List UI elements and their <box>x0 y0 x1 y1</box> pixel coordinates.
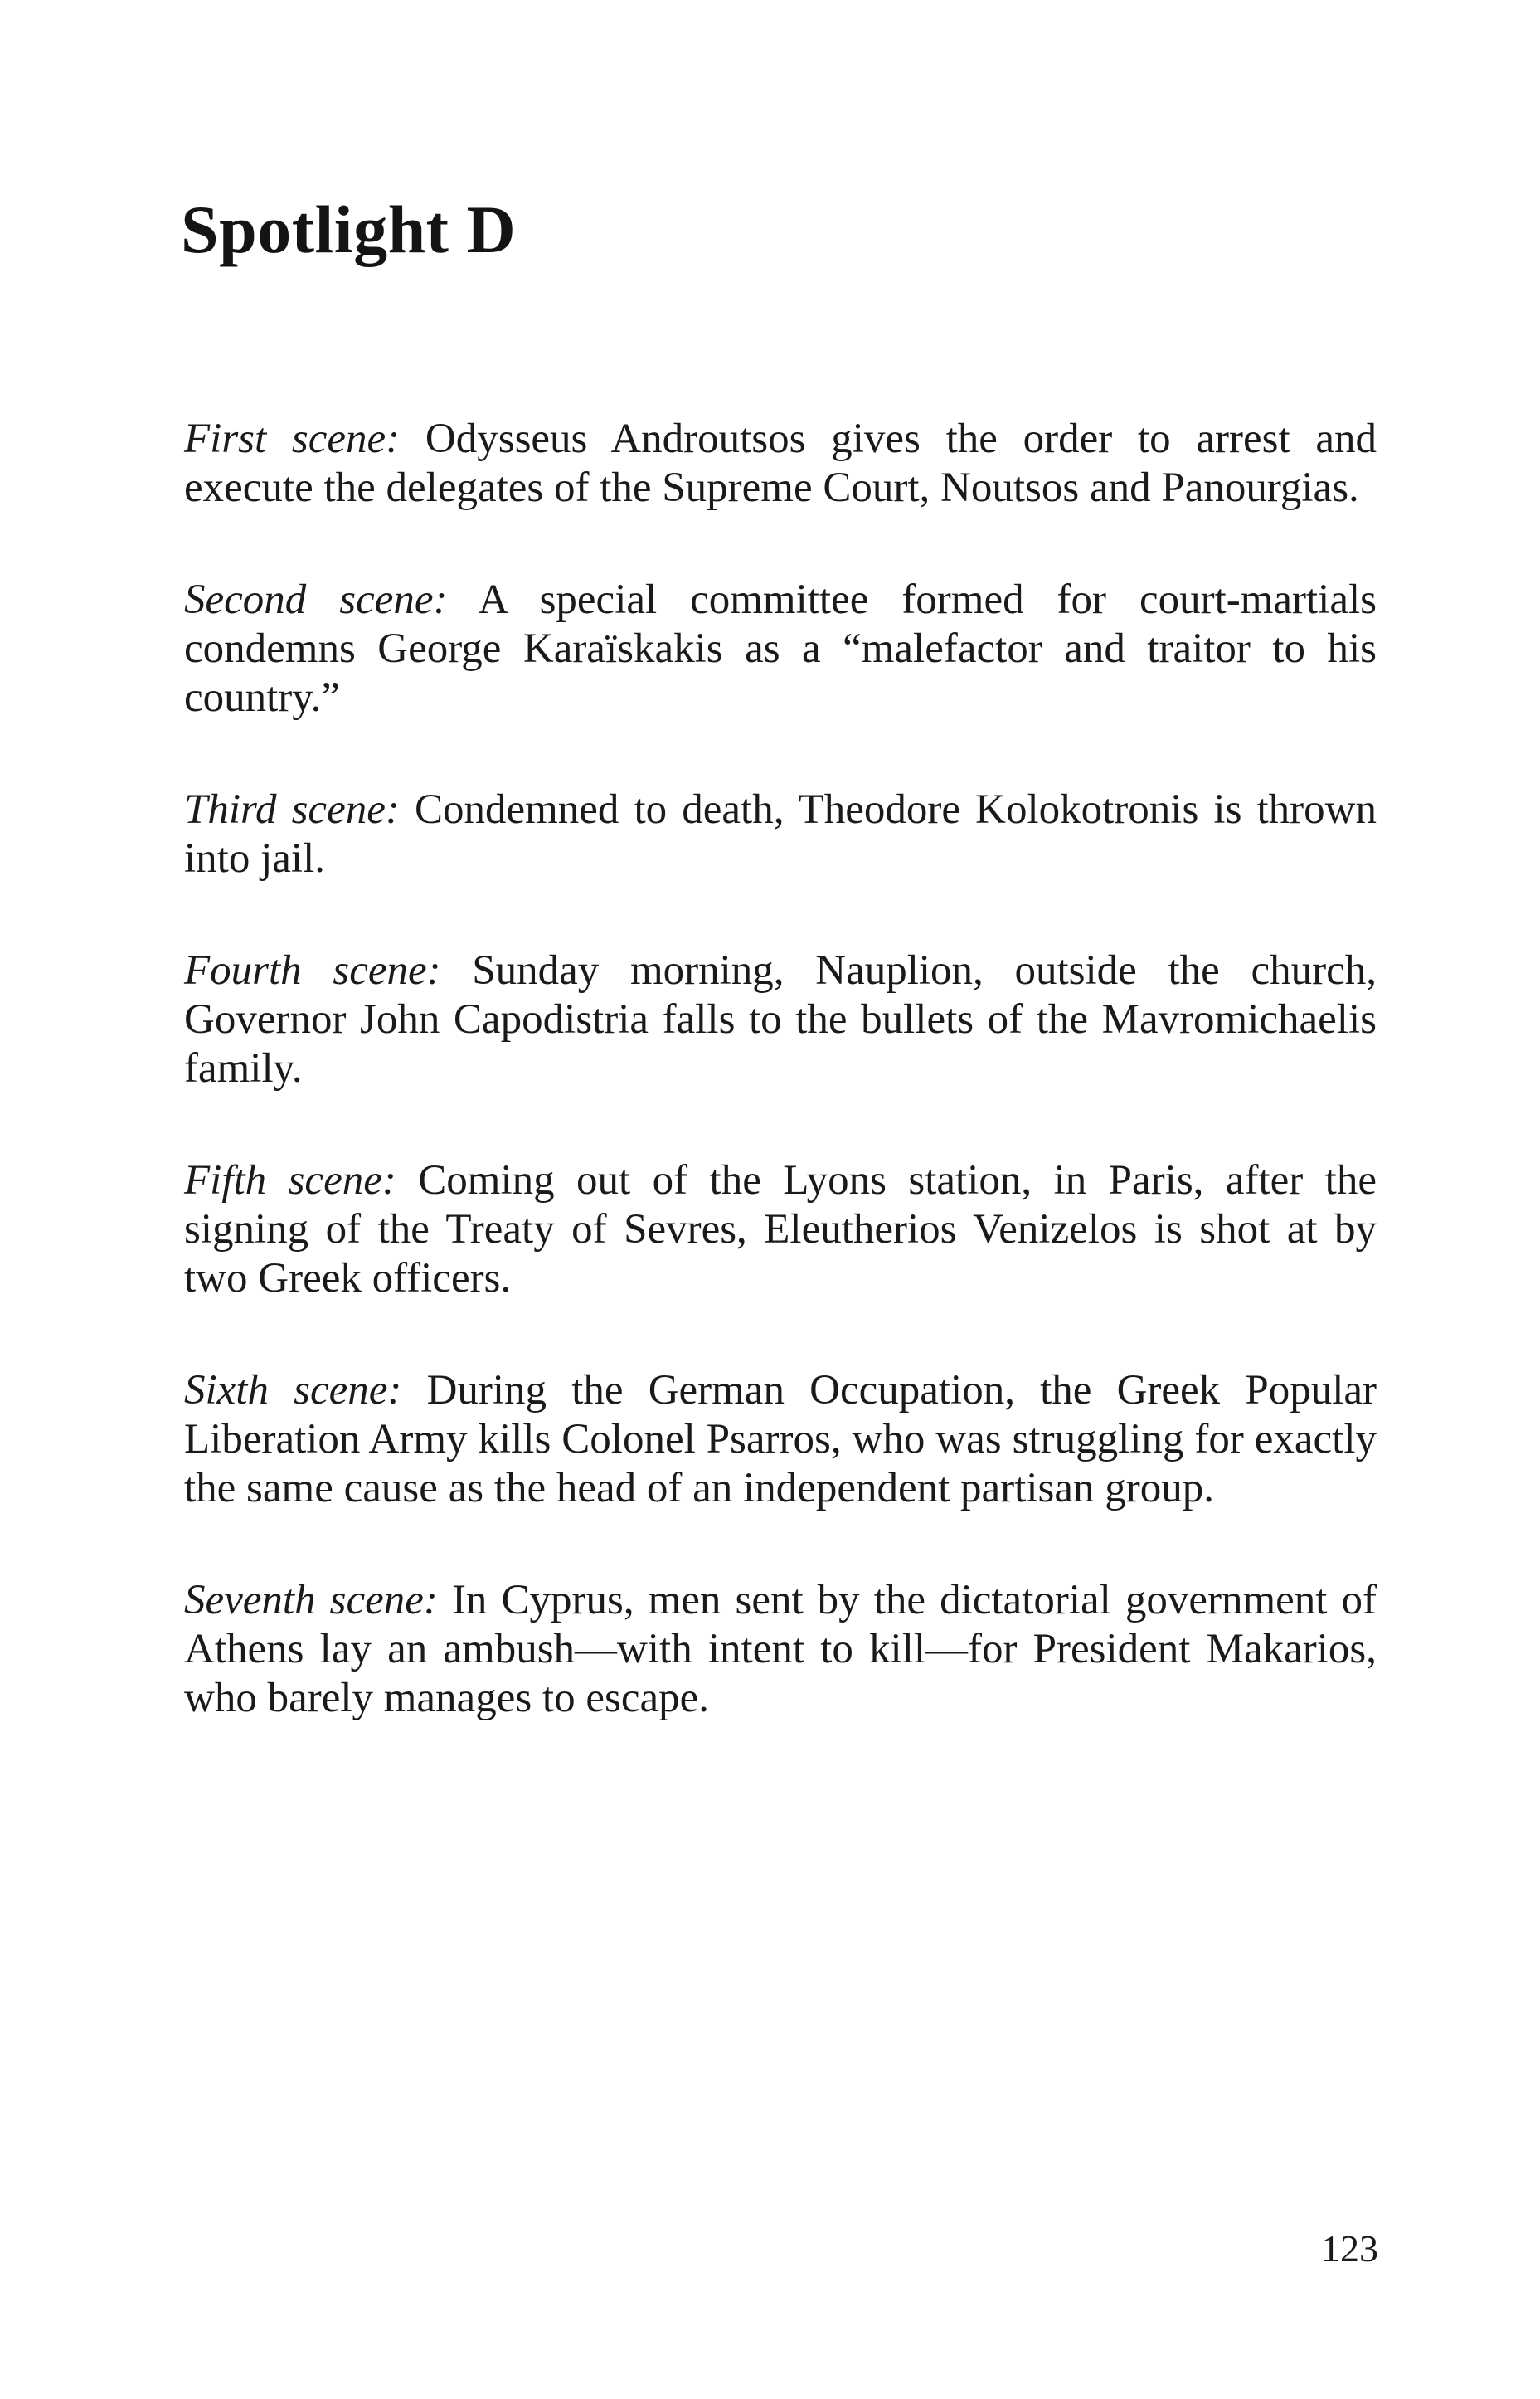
scene-list <box>184 415 1377 1786</box>
scene-paragraph-third <box>184 786 1377 883</box>
scene-label: Sixth scene: <box>184 1367 402 1414</box>
scene-paragraph-seventh <box>184 1576 1377 1723</box>
scene-text: A special committee formed for court-martials condemns George Karaïskakis as a “malefactor and traitor to his country.” <box>184 577 1377 721</box>
scene-label: Fourth scene: <box>184 947 441 994</box>
scene-label: Seventh scene: <box>184 1577 438 1623</box>
scene-text: During the German Occupation, the Greek Popular Liberation Army kills Colonel Psarros, who was struggling for exactly the same cause as the head of an independent partisan group. <box>184 1367 1377 1511</box>
scene-text: Condemned to death, Theodore Kolokotronis is thrown into jail. <box>184 786 1377 882</box>
page-title: Spotlight D <box>181 192 517 267</box>
scene-label: Third scene: <box>184 786 400 833</box>
scene-paragraph-first <box>184 415 1377 513</box>
scene-label: Second scene: <box>184 577 448 623</box>
scene-paragraph-fourth <box>184 946 1377 1093</box>
scene-text: Odysseus Androutsos gives the order to arrest and execute the delegates of the Supreme Court, Noutsos and Panourgias. <box>184 416 1377 511</box>
scene-paragraph-sixth <box>184 1366 1377 1513</box>
scene-text: Coming out of the Lyons station, in Paris, after the signing of the Treaty of Sevres, Eleutherios Venizelos is shot at by two Greek officers. <box>184 1157 1377 1302</box>
page-number: 123 <box>1321 2227 1378 2270</box>
scene-text: Sunday morning, Nauplion, outside the church, Governor John Capodistria falls to the bullets of the Mavromichaelis family. <box>184 947 1377 1092</box>
scene-text: In Cyprus, men sent by the dictatorial government of Athens lay an ambush—with intent to kill—for President Makarios, who barely manages to escape. <box>184 1577 1377 1721</box>
scene-label: First scene: <box>184 416 401 462</box>
scene-paragraph-second <box>184 576 1377 723</box>
scene-label: Fifth scene: <box>184 1157 396 1204</box>
scene-paragraph-fifth <box>184 1156 1377 1303</box>
